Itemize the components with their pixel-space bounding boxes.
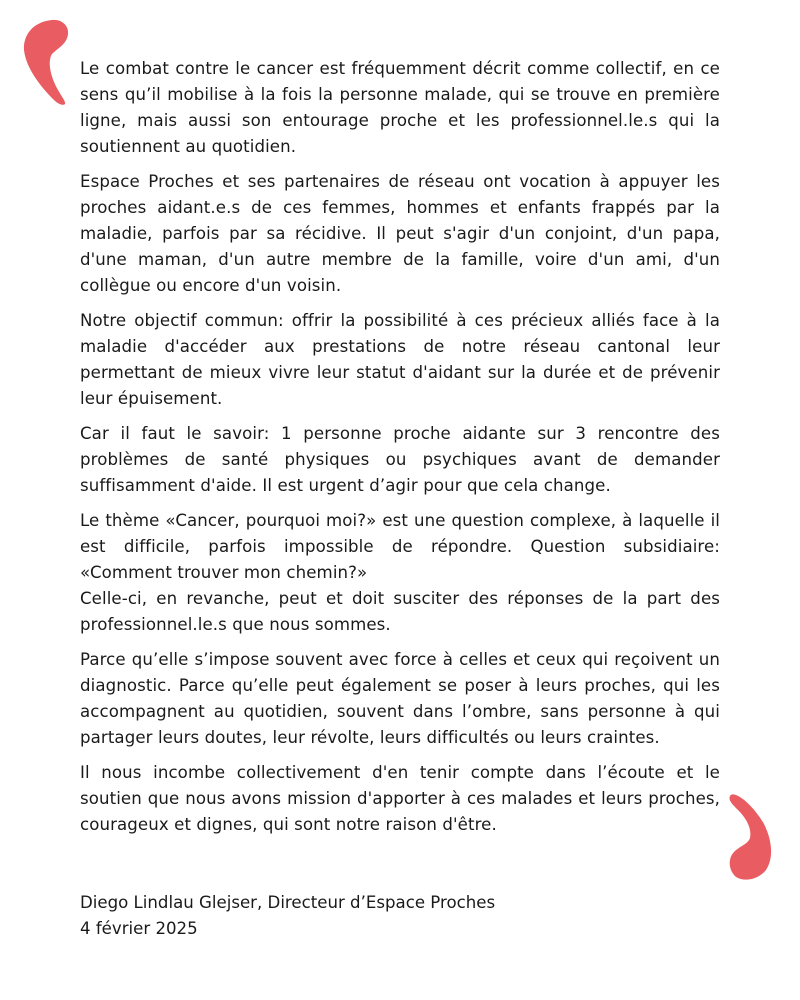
paragraph-3: Notre objectif commun: offrir la possibilité à ces précieux alliés face à la maladie d'accéder aux prestations de notre réseau cantonal leur permettant de mieux vivre leur statut d'aidant sur la durée et de prévenir leur épuisement. — [80, 311, 720, 408]
opening-quote-icon — [22, 18, 70, 106]
paragraph-4: Car il faut le savoir: 1 personne proche aidante sur 3 rencontre des problèmes de santé physiques ou psychiques avant de demander suffisamment d'aide. Il est urgent d’agir pour que cela change. — [80, 424, 720, 495]
letter-body — [80, 56, 720, 847]
paragraph-2: Espace Proches et ses partenaires de réseau ont vocation à appuyer les proches aidant.e.s de ces femmes, hommes et enfants frappés par la maladie, parfois par sa récidive. Il peut s'agir d'un conjoint, d'un papa, d'une maman, d'un autre membre de la famille, voire d'un ami, d'un collègue ou encore d'un voisin. — [80, 172, 720, 295]
signature-author: Diego Lindlau Glejser, Directeur d’Espace Proches — [80, 893, 496, 912]
opening-quote-shape — [24, 20, 68, 105]
paragraph-5-text: Le thème «Cancer, pourquoi moi?» est une question complexe, à laquelle il est difficile, parfois impossible de répondre. Question subsidiaire: «Comment trouver mon chemin?» — [80, 511, 720, 582]
signature-block — [80, 890, 720, 942]
paragraph-6: Celle-ci, en revanche, peut et doit susciter des réponses de la part des professionnel.le.s que nous sommes. — [80, 589, 720, 634]
paragraph-1: Le combat contre le cancer est fréquemment décrit comme collectif, en ce sens qu’il mobilise à la fois la personne malade, qui se trouve en première ligne, mais aussi son entourage proche et les professionnel.le.s qui la soutiennent au quotidien. — [80, 59, 720, 156]
paragraph-8: Il nous incombe collectivement d'en tenir compte dans l’écoute et le soutien que nous avons mission d'apporter à ces malades et leurs proches, courageux et dignes, qui sont notre raison d'être. — [80, 763, 720, 834]
paragraph-5 — [80, 508, 720, 586]
closing-quote-icon — [724, 792, 774, 882]
signature-date: 4 février 2025 — [80, 919, 198, 938]
closing-quote-shape — [729, 794, 771, 879]
paragraph-7: Parce qu’elle s’impose souvent avec force à celles et ceux qui reçoivent un diagnostic. Parce qu’elle peut également se poser à leurs proches, qui les accompagnent au quotidien, souvent dans l’ombre, sans personne à qui partager leurs doutes, leur révolte, leurs difficultés ou leurs craintes. — [80, 650, 720, 747]
